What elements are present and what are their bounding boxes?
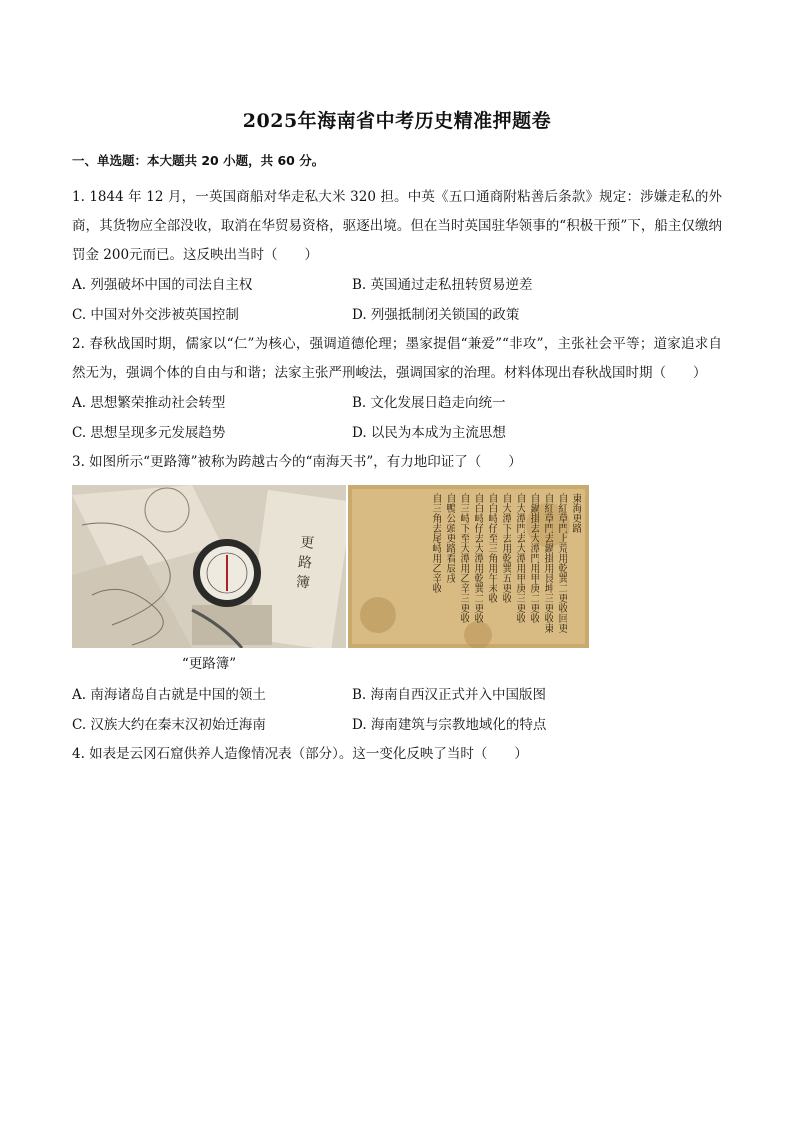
manuscript-column: 自鍋掛去大潭門用甲庚二更收 — [528, 493, 539, 623]
question-3 — [72, 448, 722, 740]
question-2 — [72, 330, 722, 448]
question-4 — [72, 740, 722, 769]
manuscript-column: 自大潭下去用乾巽五更收 — [500, 493, 511, 603]
manuscript-column: 自紅草門去鍋掛用艮坤三更收東 — [542, 493, 553, 633]
option-a: A. 列强破坏中国的司法自主权 — [72, 277, 253, 293]
manuscript-column: 自白峙仔至三角用午未收 — [486, 493, 497, 603]
option-d: D. 以民为本成为主流思想 — [352, 425, 506, 441]
manuscript-column: 自三角去尾峙用乙辛收 — [430, 493, 441, 593]
question-1 — [72, 183, 722, 330]
manuscript-text — [356, 493, 581, 640]
option-b: B. 英国通过走私扭转贸易逆差 — [352, 277, 533, 293]
gengliibu-figure — [72, 485, 722, 648]
exam-page — [72, 100, 722, 769]
question-2-text: 2. 春秋战国时期，儒家以“仁”为核心，强调道德伦理；墨家提倡“兼爱”“非攻”，主张社会平等；道家追求自然无为，强调个体的自由与和谐；法家主张严刑峻法，强调国家的治理。材料体现出春秋战国时期（ ） — [72, 336, 722, 381]
option-a: A. 南海诸岛自古就是中国的领土 — [72, 687, 266, 703]
manuscript-column: 自鴨公頭更路看辰戌 — [444, 493, 455, 583]
manuscript-column: 自紅草門上荒用乾巽二更收回更 — [556, 493, 567, 633]
manuscript-column: 自三峙下至大潭用乙辛三更收 — [458, 493, 469, 623]
option-b: B. 海南自西汉正式并入中国版图 — [352, 687, 547, 703]
option-d: D. 列强抵制闭关锁国的政策 — [352, 307, 520, 323]
question-3-options — [72, 680, 722, 740]
manuscript-column: 自白峙仔去大潭用乾巽二更收 — [472, 493, 483, 623]
page-title: 2025年海南省中考历史精准押题卷 — [242, 110, 552, 132]
option-a: A. 思想繁荣推动社会转型 — [72, 395, 226, 411]
question-4-text: 4. 如表是云冈石窟供养人造像情况表（部分）。这一变化反映了当时（ ） — [72, 746, 528, 762]
figure-caption: “更路簿” — [181, 656, 237, 672]
manuscript-column: 東海更路 — [570, 493, 581, 533]
option-c: C. 思想呈现多元发展趋势 — [72, 425, 226, 441]
question-1-options — [72, 270, 722, 330]
option-b: B. 文化发展日趋走向统一 — [352, 395, 506, 411]
compass-map-photo — [72, 485, 346, 648]
section-header: 一、单选题：本大题共 20 小题，共 60 分。 — [72, 153, 325, 168]
question-1-text: 1. 1844 年 12 月，一英国商船对华走私大米 320 担。中英《五口通商附粘善后条款》规定：涉嫌走私的外商，其货物应全部没收，取消在华贸易资格，驱逐出境。但在当时英国驻华领事的“积极干预”下，船主仅缴纳罚金 200元而已。这反映出当时（ ） — [72, 189, 722, 263]
manuscript-column: 自大潭門去大潭用甲庚三更收 — [514, 493, 525, 623]
option-c: C. 中国对外交涉被英国控制 — [72, 307, 239, 323]
question-2-options — [72, 388, 722, 448]
question-3-text: 3. 如图所示“更路簿”被称为跨越古今的“南海天书”，有力地印证了（ ） — [72, 454, 522, 470]
option-c: C. 汉族大约在秦末汉初始迁海南 — [72, 717, 266, 733]
manuscript-photo — [348, 485, 589, 648]
option-d: D. 海南建筑与宗教地域化的特点 — [352, 717, 547, 733]
book-cover-title: 更 路 簿 — [295, 534, 315, 592]
